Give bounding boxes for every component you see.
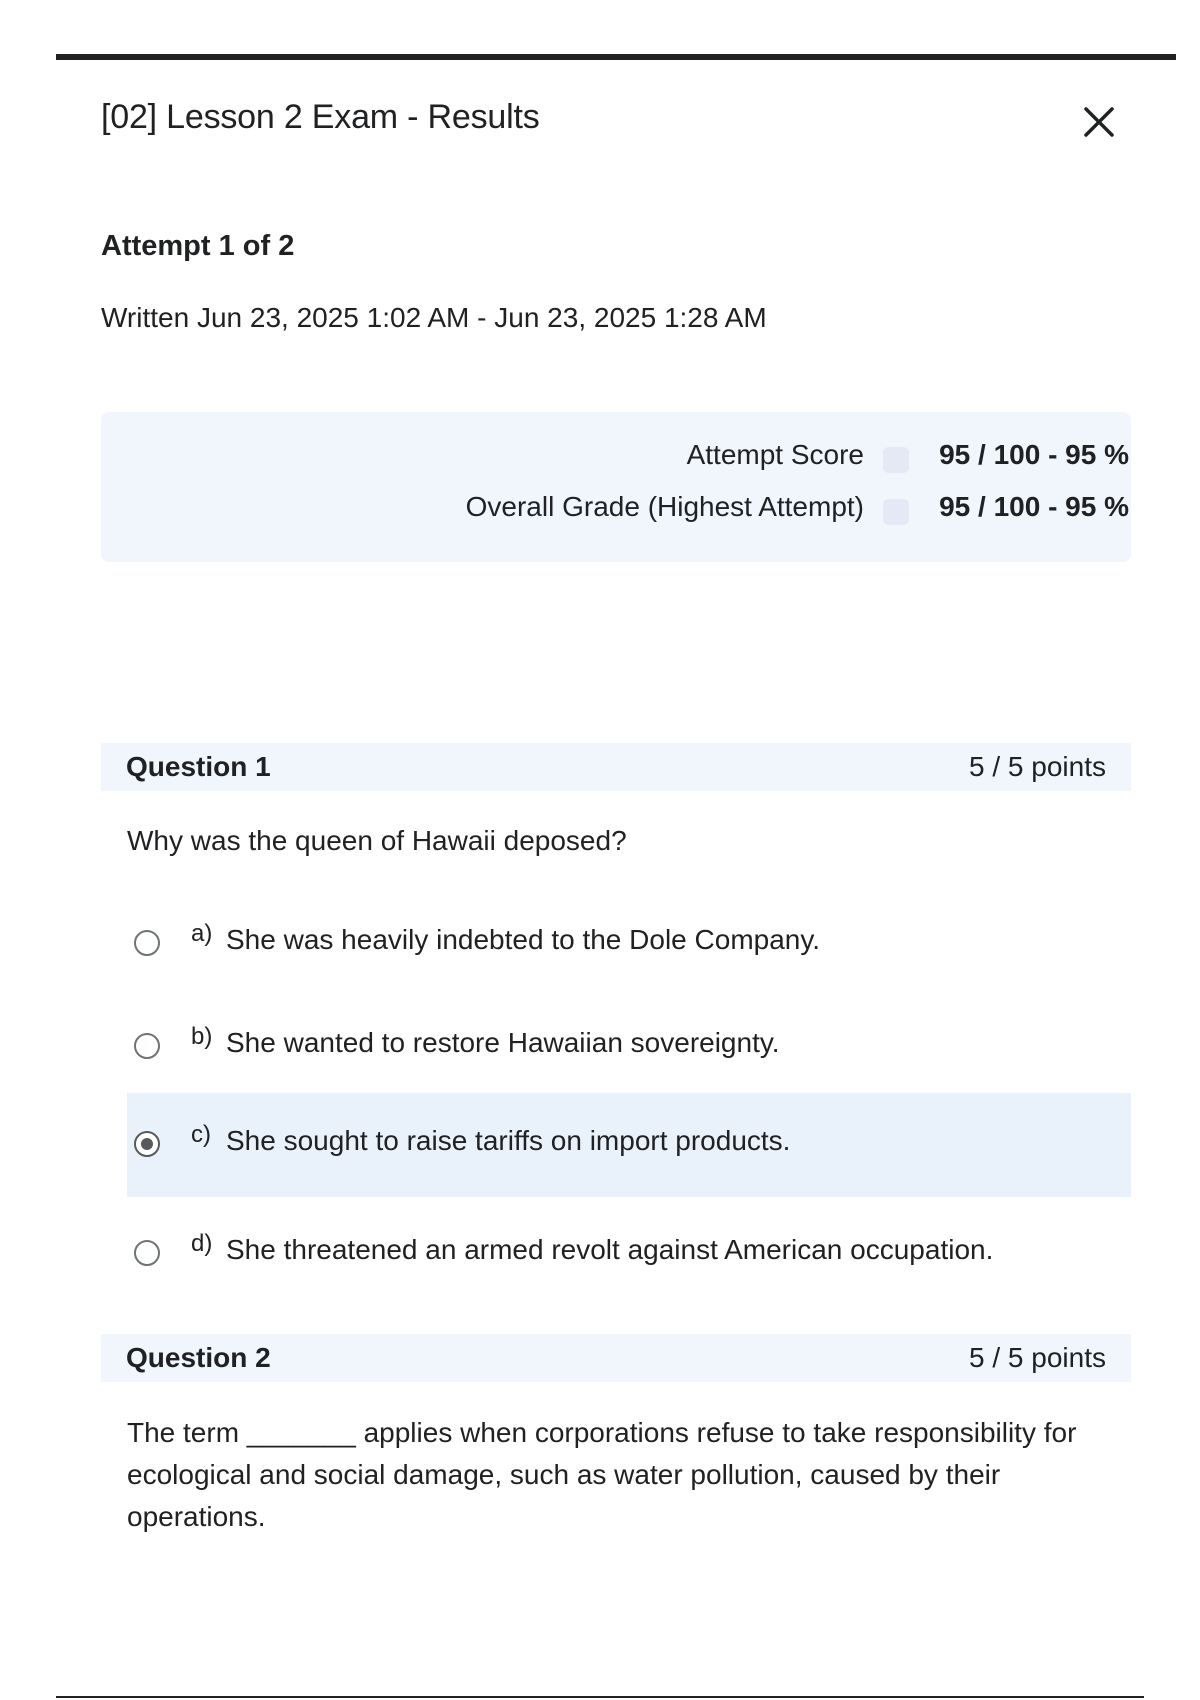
question-2-header	[101, 1334, 1131, 1382]
question-1-option-c[interactable]	[127, 1093, 1131, 1197]
question-1-points: 5 / 5 points	[969, 751, 1106, 782]
score-swatch-icon	[883, 447, 909, 473]
score-summary-panel	[101, 412, 1131, 562]
question-2-points: 5 / 5 points	[969, 1342, 1106, 1373]
question-1-option-a[interactable]	[127, 892, 1131, 996]
written-timestamp: Written Jun 23, 2025 1:02 AM - Jun 23, 2025 1:28 AM	[101, 302, 767, 333]
question-2-text-line: operations.	[127, 1501, 266, 1532]
question-2-text	[127, 1412, 1127, 1538]
radio-button[interactable]	[134, 930, 160, 956]
question-1-title: Question 1	[126, 751, 271, 782]
option-letter: d)	[191, 1230, 213, 1257]
attempt-heading: Attempt 1 of 2	[101, 230, 295, 262]
option-text: She threatened an armed revolt against American occupation.	[226, 1234, 994, 1265]
overall-grade-value: 95 / 100 - 95 %	[939, 491, 1129, 522]
question-1-header	[101, 743, 1131, 791]
bottom-divider	[56, 1696, 1144, 1698]
grade-swatch-icon	[883, 499, 909, 525]
question-1-option-b[interactable]	[127, 995, 1131, 1099]
top-divider	[56, 54, 1176, 60]
attempt-score-row	[101, 439, 1131, 479]
question-2-title: Question 2	[126, 1342, 271, 1373]
question-2-text-line: The term _______ applies when corporations refuse to take responsibility for	[127, 1417, 1077, 1448]
question-1-text: Why was the queen of Hawaii deposed?	[127, 825, 627, 856]
overall-grade-row	[101, 491, 1131, 531]
option-text: She wanted to restore Hawaiian sovereignty.	[226, 1027, 780, 1058]
option-text: She was heavily indebted to the Dole Company.	[226, 924, 821, 955]
radio-button[interactable]	[134, 1033, 160, 1059]
dialog-title: [02] Lesson 2 Exam - Results	[101, 98, 540, 136]
option-letter: a)	[191, 920, 213, 947]
close-button[interactable]	[1077, 100, 1121, 144]
question-1-option-d[interactable]	[127, 1202, 1131, 1306]
attempt-score-value: 95 / 100 - 95 %	[939, 439, 1129, 470]
option-letter: c)	[191, 1121, 211, 1148]
radio-button-selected[interactable]	[134, 1131, 160, 1157]
radio-button[interactable]	[134, 1240, 160, 1266]
overall-grade-label: Overall Grade (Highest Attempt)	[465, 491, 864, 522]
close-icon	[1077, 100, 1121, 144]
question-2-text-line: ecological and social damage, such as water pollution, caused by their	[127, 1459, 1001, 1490]
option-text: She sought to raise tariffs on import products.	[226, 1125, 791, 1156]
attempt-score-label: Attempt Score	[686, 439, 864, 470]
option-letter: b)	[191, 1023, 213, 1050]
